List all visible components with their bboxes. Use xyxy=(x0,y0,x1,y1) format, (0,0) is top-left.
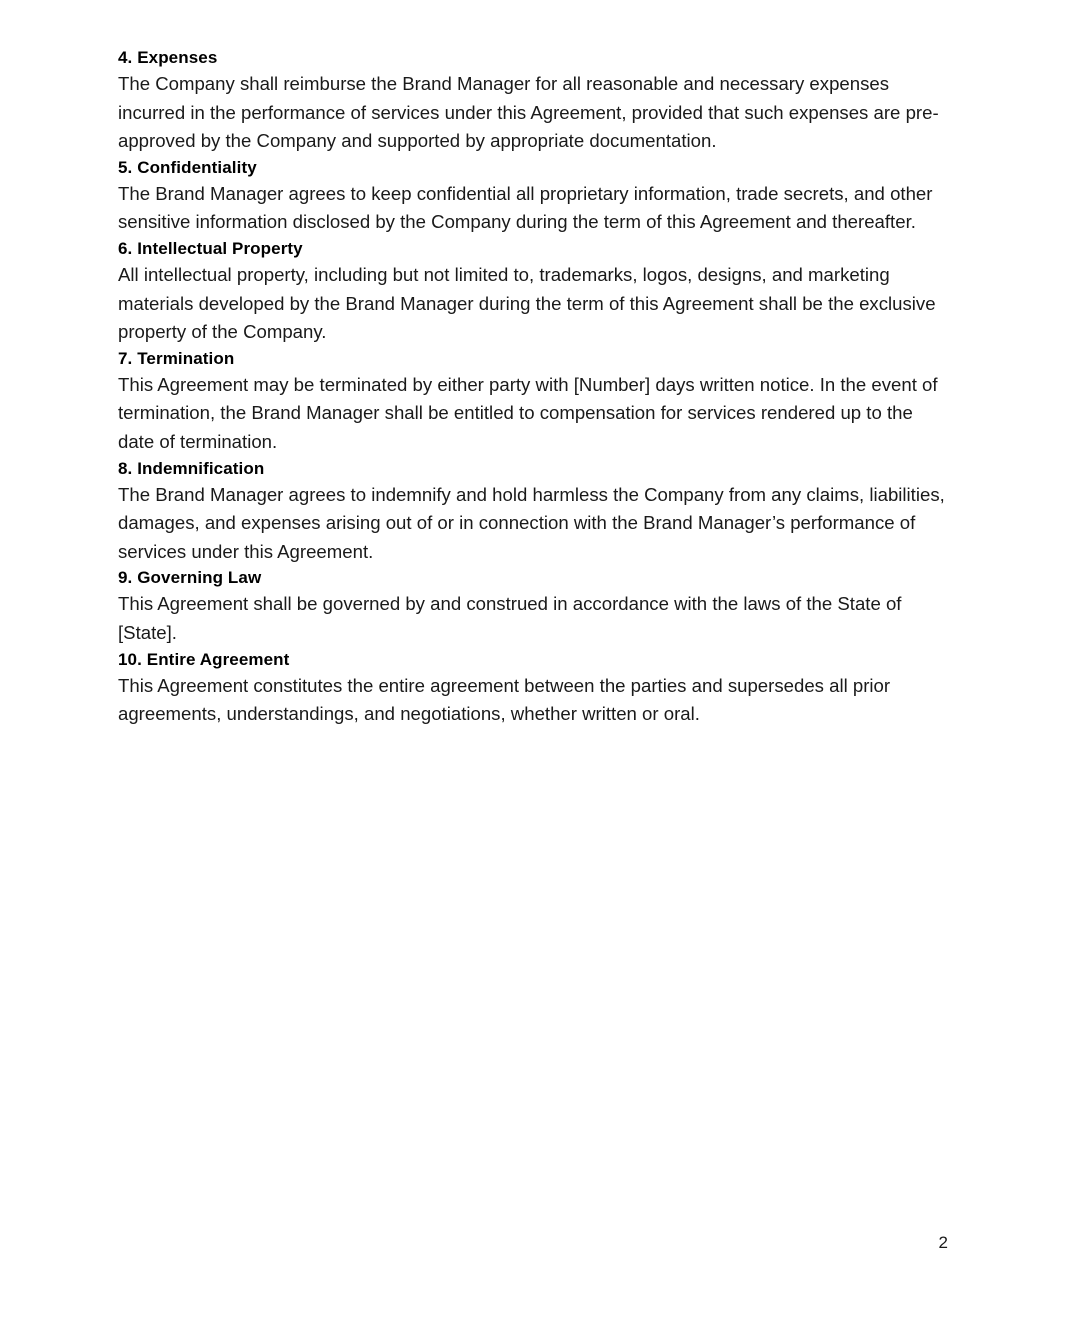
section-block-6 xyxy=(118,237,950,261)
section-block-8 xyxy=(118,457,950,481)
section-heading-4: 4. Expenses xyxy=(118,48,218,67)
section-heading-10: 10. Entire Agreement xyxy=(118,649,290,669)
section-paragraph-4: The Company shall reimburse the Brand Manager for all reasonable and necessary expenses incurred in the performance of services under this Agreement, provided that such expenses are pre-approved by the Company and supported by appropriate documentation. xyxy=(118,73,939,152)
section-paragraph-block-5 xyxy=(118,180,950,237)
section-paragraph-5: The Brand Manager agrees to keep confidential all proprietary information, trade secrets, and other sensitive information disclosed by the Company during the term of this Agreement and thereafter. xyxy=(118,182,933,233)
section-paragraph-block-8 xyxy=(118,481,950,567)
section-block-10 xyxy=(118,648,950,672)
section-heading-9: 9. Governing Law xyxy=(118,568,262,588)
section-heading-7: 7. Termination xyxy=(118,348,235,368)
document-body xyxy=(118,46,950,729)
section-paragraph-10: This Agreement constitutes the entire agreement between the parties and supersedes all prior agreements, understandings, and negotiations, whether written or oral. xyxy=(118,674,891,725)
section-paragraph-block-6 xyxy=(118,261,950,347)
section-paragraph-block-7 xyxy=(118,371,950,457)
section-block-4 xyxy=(118,46,950,70)
section-heading-6: 6. Intellectual Property xyxy=(118,238,303,258)
section-block-5 xyxy=(118,156,950,180)
page-number: 2 xyxy=(938,1233,948,1252)
section-block-7 xyxy=(118,347,950,371)
section-paragraph-6: All intellectual property, including but not limited to, trademarks, logos, designs, and marketing materials developed by the Brand Manager during the term of this Agreement shall be the exclusive property of the Company. xyxy=(118,263,936,343)
section-paragraph-8: The Brand Manager agrees to indemnify and hold harmless the Company from any claims, liabilities, damages, and expenses arising out of or in connection with the Brand Manager’s performance of services under this Agreement. xyxy=(118,483,945,562)
section-block-9 xyxy=(118,566,950,590)
section-paragraph-block-10 xyxy=(118,672,950,729)
section-paragraph-block-4 xyxy=(118,70,950,156)
section-heading-5: 5. Confidentiality xyxy=(118,157,257,177)
section-heading-8: 8. Indemnification xyxy=(118,458,265,478)
section-paragraph-9: This Agreement shall be governed by and construed in accordance with the laws of the State of [State]. xyxy=(118,593,902,643)
section-paragraph-7: This Agreement may be terminated by either party with [Number] days written notice. In the event of termination, the Brand Manager shall be entitled to compensation for services rendered up to the date of termination. xyxy=(118,373,938,452)
section-paragraph-block-9 xyxy=(118,590,950,647)
